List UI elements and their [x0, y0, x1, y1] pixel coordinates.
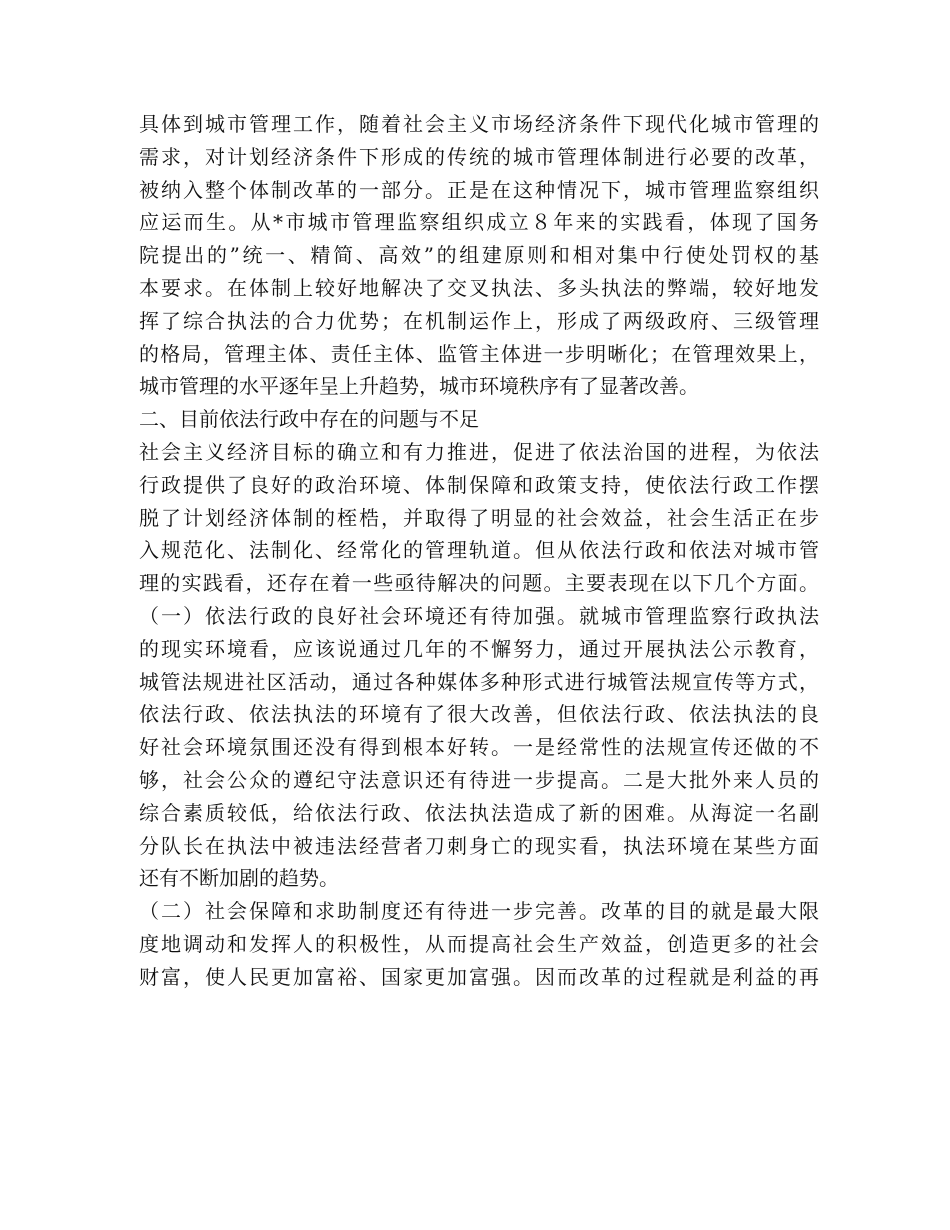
text-line: 挥了综合执法的合力优势；在机制运作上，形成了两级政府、三级管理 — [139, 308, 819, 333]
text-line: 度地调动和发挥人的积极性，从而提高社会生产效益，创造更多的社会 — [139, 931, 819, 956]
text-line: 理的实践看，还存在着一些亟待解决的问题。主要表现在以下几个方面。 — [139, 571, 819, 596]
text-line: 本要求。在体制上较好地解决了交叉执法、多头执法的弊端，较好地发 — [139, 275, 819, 300]
text-line: 需求，对计划经济条件下形成的传统的城市管理体制进行必要的改革， — [139, 144, 819, 169]
text-line: 城管法规进社区活动，通过各种媒体多种形式进行城管法规宣传等方式， — [139, 669, 819, 694]
text-line: 的现实环境看，应该说通过几年的不懈努力，通过开展执法公示教育， — [139, 636, 819, 661]
text-line: （一）依法行政的良好社会环境还有待加强。就城市管理监察行政执法 — [139, 603, 819, 628]
text-line: 行政提供了良好的政治环境、体制保障和政策支持，使依法行政工作摆 — [139, 472, 819, 497]
text-line: 脱了计划经济体制的桎梏，并取得了明显的社会效益，社会生活正在步 — [139, 505, 819, 530]
text-line: （二）社会保障和求助制度还有待进一步完善。改革的目的就是最大限 — [139, 899, 819, 924]
text-line: 财富，使人民更加富裕、国家更加富强。因而改革的过程就是利益的再 — [139, 964, 819, 989]
text-line: 好社会环境氛围还没有得到根本好转。一是经常性的法规宣传还做的不 — [139, 735, 819, 760]
document-body — [139, 108, 819, 994]
text-line: 城市管理的水平逐年呈上升趋势，城市环境秩序有了显著改善。 — [139, 374, 699, 399]
text-line: 应运而生。从*市城市管理监察组织成立８年来的实践看，体现了国务 — [139, 210, 819, 235]
text-line: 综合素质较低，给依法行政、依法执法造成了新的困难。从海淀一名副 — [139, 800, 819, 825]
text-line: 分队长在执法中被违法经营者刀刺身亡的现实看，执法环境在某些方面 — [139, 833, 819, 858]
text-line: 院提出的”统一、精简、高效”的组建原则和相对集中行使处罚权的基 — [139, 243, 819, 268]
text-line: 够，社会公众的遵纪守法意识还有待进一步提高。二是大批外来人员的 — [139, 767, 819, 792]
text-line: 的格局，管理主体、责任主体、监管主体进一步明晰化；在管理效果上， — [139, 341, 819, 366]
text-line: 具体到城市管理工作，随着社会主义市场经济条件下现代化城市管理的 — [139, 112, 819, 136]
text-line: 被纳入整个体制改革的一部分。正是在这种情况下，城市管理监察组织 — [139, 177, 819, 202]
text-line: 入规范化、法制化、经常化的管理轨道。但从依法行政和依法对城市管 — [139, 538, 819, 563]
text-line: 社会主义经济目标的确立和有力推进，促进了依法治国的进程，为依法 — [139, 439, 819, 464]
section-heading: 二、目前依法行政中存在的问题与不足 — [139, 407, 479, 432]
text-line: 依法行政、依法执法的环境有了很大改善，但依法行政、依法执法的良 — [139, 702, 819, 727]
text-line: 还有不断加剧的趋势。 — [139, 866, 339, 891]
